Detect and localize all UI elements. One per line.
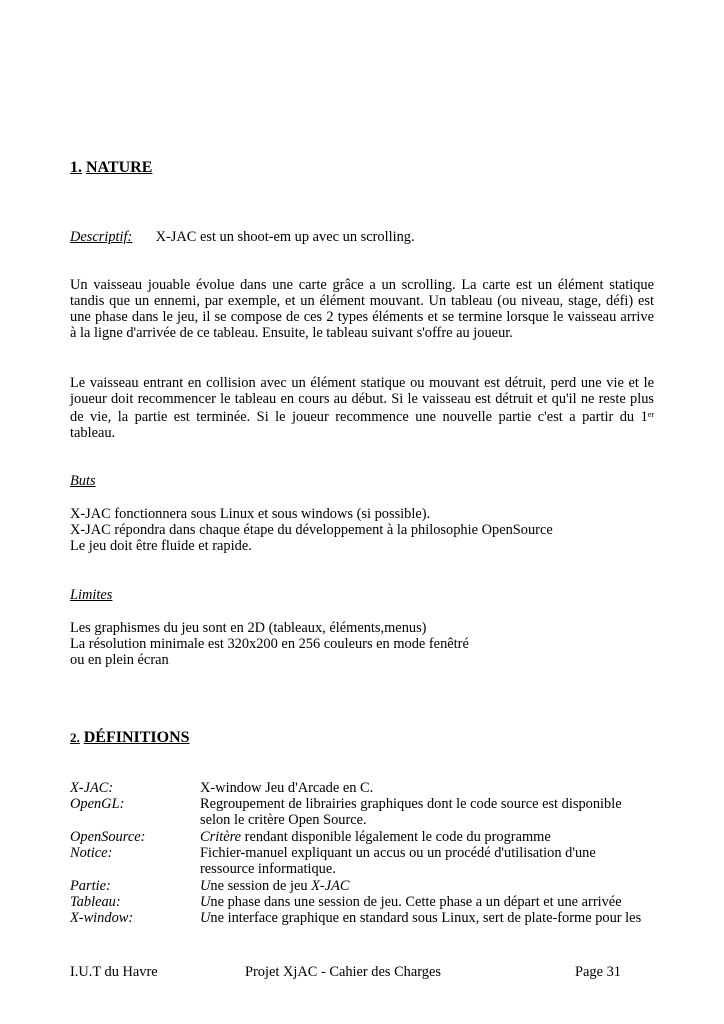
paragraph-1-line-1: Un vaisseau jouable évolue dans une carte grâce a un scrolling. La carte est un élément statique [70,277,654,293]
section-2-title: DÉFINITIONS [83,729,190,746]
paragraph-1-line-3: une phase dans le jeu, il se compose de ces 2 types éléments et se termine lorsque le vaisseau arrive [70,309,654,325]
def-text-notice-2: ressource informatique. [200,861,336,877]
limites-item-1: Les graphismes du jeu sont en 2D (tableaux, éléments,menus) [70,620,427,636]
section-2-heading [70,729,190,747]
def-text-xjac: X-window Jeu d'Arcade en C. [200,780,374,796]
def-tableau-lead: U [200,894,211,910]
def-term-opensource: OpenSource: [70,829,146,845]
def-text-partie [200,878,349,894]
descriptif-text: X-JAC est un shoot-em up avec un scrolling. [155,229,415,245]
paragraph-1-line-4: à la ligne d'arrivée de ce tableau. Ensuite, le tableau suivant s'offre au joueur. [70,325,513,341]
def-partie-rest: ne session de jeu [210,878,312,894]
footer-center: Projet XjAC - Cahier des Charges [245,964,441,980]
footer-left: I.U.T du Havre [70,964,158,980]
def-text-xwindow [200,910,641,926]
def-xwindow-rest: ne interface graphique en standard sous Linux, sert de plate-forme pour les [210,910,642,926]
section-1-heading [70,159,152,177]
descriptif-line [70,229,415,245]
def-term-notice: Notice: [70,845,113,861]
def-text-notice-1: Fichier-manuel expliquant un accus ou un procédé d'utilisation d'une [200,845,596,861]
def-text-tableau [200,894,622,910]
def-term-tableau: Tableau: [70,894,121,910]
paragraph-2-line-3-text: de vie, la partie est terminée. Si le joueur recommence une nouvelle partie c'est a partir du 1 [70,409,648,425]
paragraph-1-line-2: tandis que un ennemi, par exemple, et un élément mouvant. Un tableau (ou niveau, stage, défi) est [70,293,654,309]
limites-item-2: La résolution minimale est 320x200 en 256 couleurs en mode fenêtré [70,636,469,652]
def-xwindow-lead: U [200,910,211,926]
def-term-xjac: X-JAC: [70,780,114,796]
section-1-title: NATURE [86,159,153,176]
section-1-number: 1. [70,159,82,176]
def-tableau-rest: ne phase dans une session de jeu. Cette phase a un départ et une arrivée [210,894,622,910]
limites-item-3: ou en plein écran [70,652,169,668]
limites-label: Limites [70,587,113,603]
buts-item-2: X-JAC répondra dans chaque étape du développement à la philosophie OpenSource [70,522,553,538]
paragraph-2-line-1: Le vaisseau entrant en collision avec un élément statique ou mouvant est détruit, perd une vie et le [70,375,654,391]
paragraph-2-line-3 [70,409,654,425]
def-term-xwindow: X-window: [70,910,134,926]
def-term-opengl: OpenGL: [70,796,125,812]
def-partie-tail: X-JAC [311,878,350,894]
def-term-partie: Partie: [70,878,111,894]
footer-page-number: Page 31 [575,964,621,980]
superscript-er: er [647,410,654,419]
buts-item-3: Le jeu doit être fluide et rapide. [70,538,252,554]
def-opensource-rest: rendant disponible légalement le code du programme [244,829,551,845]
section-2-number: 2. [70,730,80,745]
buts-label: Buts [70,473,96,489]
descriptif-label: Descriptif: [70,229,133,245]
def-text-opengl-1: Regroupement de librairies graphiques dont le code source est disponible [200,796,622,812]
def-text-opengl-2: selon le critère Open Source. [200,812,367,828]
def-partie-lead: U [200,878,211,894]
def-text-opensource [200,829,551,845]
paragraph-2-line-2: joueur doit recommencer le tableau en cours au début. Si le vaisseau est détruit et qu'il ne reste plus [70,391,654,407]
buts-item-1: X-JAC fonctionnera sous Linux et sous windows (si possible). [70,506,431,522]
def-opensource-lead: Critère [200,829,242,845]
paragraph-2-line-4: tableau. [70,425,116,441]
